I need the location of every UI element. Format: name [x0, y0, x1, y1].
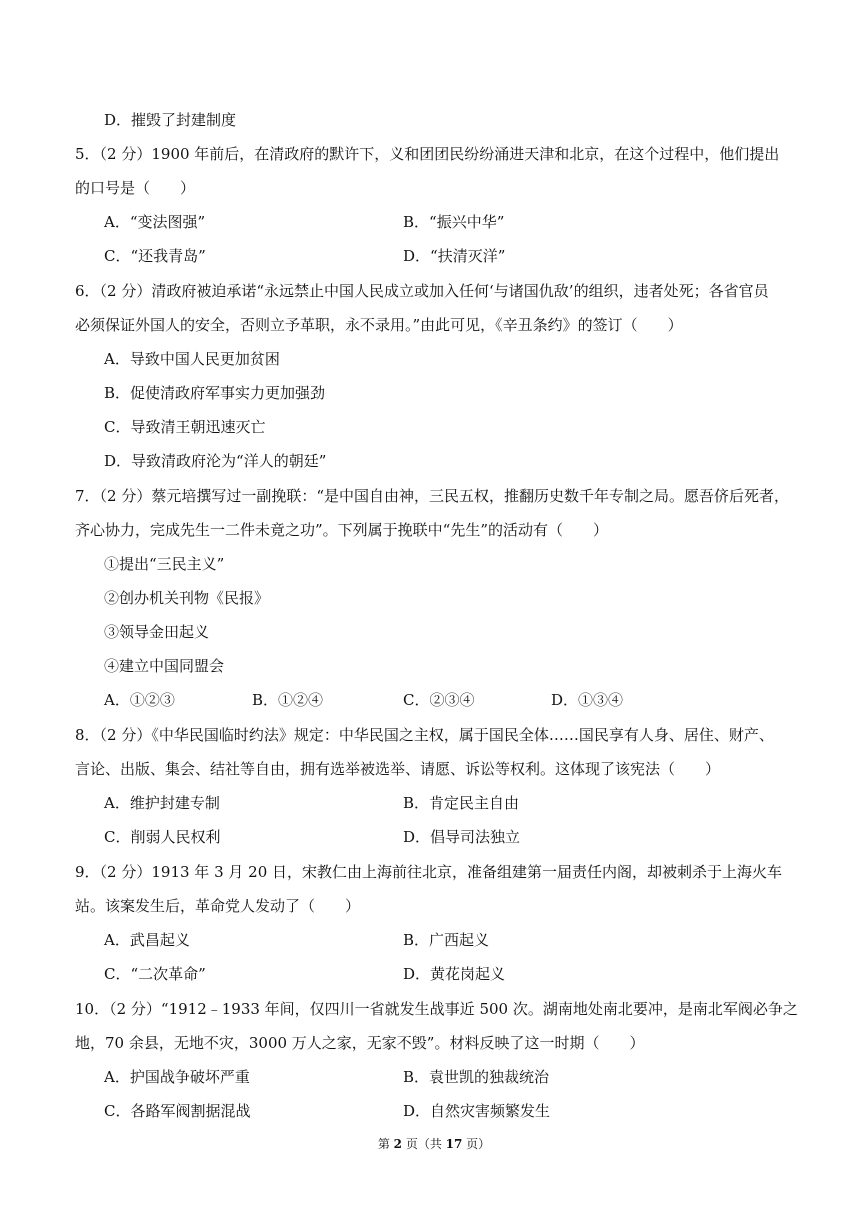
q8-option-c: C．削弱人民权利 [104, 828, 221, 846]
q10-option-b: B．袁世凯的独裁统治 [403, 1068, 550, 1086]
q4-option-d: D．摧毁了封建制度 [104, 111, 237, 129]
q10-stem-line-1: 10．（2 分）“1912﹣1933 年间，仅四川一省就发生战事近 500 次。湖南地处南北要冲，是南北军阀必争之 [75, 1000, 798, 1018]
q6-option-d: D．导致清政府沦为“洋人的朝廷” [104, 452, 327, 470]
q7-item-4: ④建立中国同盟会 [104, 657, 225, 675]
q7-option-d: D．①③④ [551, 691, 624, 709]
q8-option-a: A．维护封建专制 [104, 794, 220, 812]
footer-middle: 页（共 [402, 1137, 446, 1151]
q5-option-a: A．“变法图强” [104, 213, 206, 231]
q9-option-c: C．“二次革命” [104, 965, 206, 983]
q7-item-1: ①提出“三民主义” [104, 555, 225, 573]
q7-option-c: C．②③④ [403, 691, 475, 709]
footer-total-pages: 17 [445, 1137, 463, 1151]
q5-option-c: C．“还我青岛” [104, 247, 206, 265]
q8-option-b: B．肯定民主自由 [403, 794, 520, 812]
q6-option-b: B．促使清政府军事实力更加强劲 [104, 384, 326, 402]
q10-option-d: D．自然灾害频繁发生 [403, 1102, 551, 1120]
q8-stem-line-1: 8．（2 分）《中华民国临时约法》规定：中华民国之主权，属于国民全体……国民享有人身、居住、财产、 [75, 726, 774, 744]
q9-stem-line-2: 站。该案发生后，革命党人发动了（ ） [75, 897, 361, 915]
q5-stem-line-1: 5．（2 分）1900 年前后，在清政府的默许下，义和团团民纷纷涌进天津和北京，在这个过程中，他们提出 [75, 145, 780, 163]
q6-stem-line-1: 6．（2 分）清政府被迫承诺“永远禁止中国人民成立或加入任何‘与诸国仇敌’的组织，违者处死；各省官员 [75, 282, 769, 300]
footer-page-number: 2 [393, 1137, 402, 1151]
q7-item-2: ②创办机关刊物《民报》 [104, 589, 270, 607]
q5-option-b: B．“振兴中华” [403, 213, 505, 231]
q7-option-a: A．①②③ [104, 691, 175, 709]
q5-stem-line-2: 的口号是（ ） [75, 179, 196, 197]
q9-option-d: D．黄花岗起义 [403, 965, 506, 983]
q10-option-a: A．护国战争破坏严重 [104, 1068, 250, 1086]
q7-stem-line-2: 齐心协力，完成先生一二件未竟之功”。下列属于挽联中“先生”的活动有（ ） [75, 521, 609, 539]
footer-prefix: 第 [377, 1137, 394, 1151]
q5-option-d: D．“扶清灭洋” [403, 247, 506, 265]
q10-option-c: C．各路军阀割据混战 [104, 1102, 251, 1120]
q6-stem-line-2: 必须保证外国人的安全，否则立予革职，永不录用。”由此可见，《辛丑条约》的签订（ ） [75, 316, 683, 334]
q9-stem-line-1: 9．（2 分）1913 年 3 月 20 日，宋教仁由上海前往北京，准备组建第一届责任内阁，却被刺杀于上海火车 [75, 863, 783, 881]
q7-stem-line-1: 7．（2 分）蔡元培撰写过一副挽联：“是中国自由神，三民五权，推翻历史数千年专制之局。愿吾侪后死者， [75, 487, 790, 505]
q7-item-3: ③领导金田起义 [104, 623, 210, 641]
footer-suffix: 页） [462, 1137, 491, 1151]
q6-option-c: C．导致清王朝迅速灭亡 [104, 418, 266, 436]
q10-stem-line-2: 地，70 余县，无地不灾，3000 万人之家，无家不毁”。材料反映了这一时期（ ） [75, 1034, 645, 1052]
q7-option-b: B．①②④ [252, 691, 324, 709]
q8-stem-line-2: 言论、出版、集会、结社等自由，拥有选举被选举、请愿、诉讼等权利。这体现了该宪法（ ） [75, 760, 721, 778]
page-footer [0, 1136, 868, 1152]
q8-option-d: D．倡导司法独立 [403, 828, 521, 846]
q9-option-b: B．广西起义 [403, 931, 490, 949]
q9-option-a: A．武昌起义 [104, 931, 190, 949]
q6-option-a: A．导致中国人民更加贫困 [104, 350, 280, 368]
